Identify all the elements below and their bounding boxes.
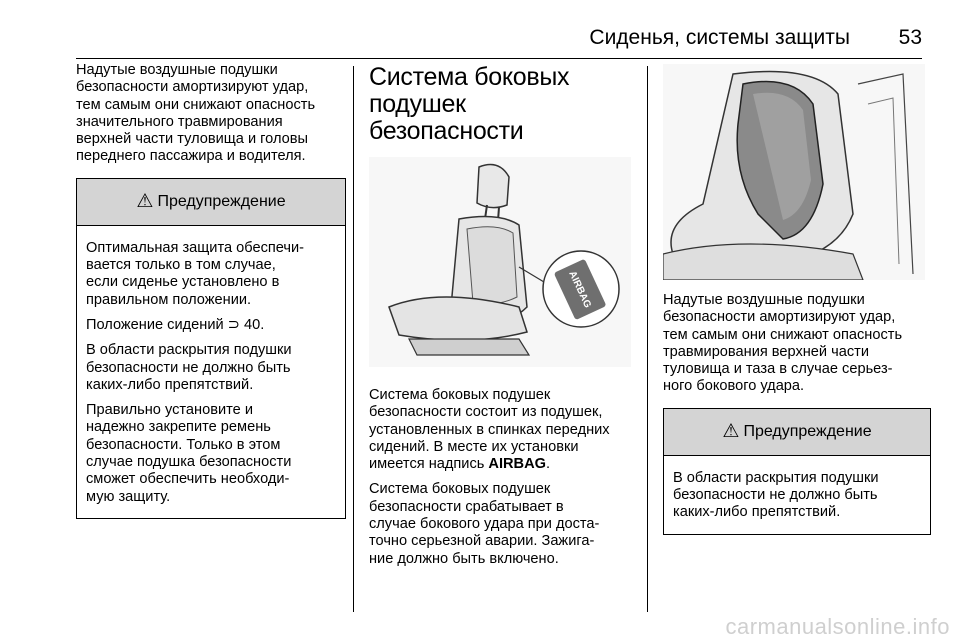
intro-paragraph: Надутые воздушные подушки безопасности амортизируют удар, тем самым они снижают опасность значительного травмирования верхней части туловища и головы переднего пассажира и водителя. (76, 62, 316, 165)
middle-column (369, 62, 637, 576)
airbag-label: AIRBAG (566, 269, 593, 310)
page-reference[interactable]: 40. (243, 316, 265, 333)
backrest-illustration-svg (663, 64, 925, 280)
warning-paragraph-2 (86, 317, 336, 334)
warning-title: Предупреждение (157, 192, 286, 210)
page-number: 53 (898, 26, 922, 49)
warning-triangle-icon: ⚠ (136, 191, 154, 213)
page-reference-arrow-icon: ⊃ (227, 316, 240, 333)
column-divider-1 (353, 66, 354, 612)
seat-position-text: Положение сидений (86, 316, 224, 333)
middle-paragraph-2: Система боковых подушек безопасности срабатывает в случае бокового удара при доста- точно серьезной аварии. Зажига- ние должно быть включено. (369, 481, 600, 567)
right-paragraph-1: Надутые воздушные подушки безопасности амортизируют удар, тем самым они снижают опасность травмирования верхней части туловища и таза в случае серьез- ного бокового удара. (663, 292, 903, 395)
warning-box-right (663, 408, 931, 535)
warning-triangle-icon: ⚠ (722, 421, 740, 443)
warning-paragraph-3: В области раскрытия подушки безопасности не должно быть каких-либо препятствий. (86, 342, 292, 393)
warning-body-right (664, 456, 930, 534)
warning-body (77, 226, 345, 518)
column-divider-2 (647, 66, 648, 612)
warning-header-right (664, 409, 930, 456)
warning-header (77, 179, 345, 226)
seat-airbag-illustration (369, 157, 631, 367)
page-header (0, 0, 960, 58)
right-column (663, 62, 931, 535)
watermark: carmanualsonline.info (725, 614, 950, 639)
warning-box-left (76, 178, 346, 519)
warning-paragraph-1: Оптимальная защита обеспечи- вается только в том случае, если сиденье установлено в правильном положении. (86, 239, 305, 308)
warning-right-paragraph-1: В области раскрытия подушки безопасности не должно быть каких-либо препятствий. (673, 469, 879, 521)
page-title: Сиденья, системы защиты (589, 26, 850, 49)
middle-paragraph-1 (369, 387, 637, 473)
middle-paragraph-1-end: . (546, 456, 551, 473)
warning-title-right: Предупреждение (743, 422, 872, 440)
backrest-airbag-illustration (663, 64, 925, 280)
seat-illustration-svg (369, 157, 631, 367)
warning-paragraph-4: Правильно установите и надежно закрепите ремень безопасности. Только в этом случае подушка безопасности сможет обеспечить необходи- мую защиту. (86, 402, 292, 505)
header-rule (76, 58, 922, 59)
airbag-keyword: AIRBAG (488, 456, 546, 473)
section-heading: Система боковых подушек безопасности (369, 63, 570, 145)
middle-paragraph-1-text: Система боковых подушек безопасности состоит из подушек, установленных в спинках передних сидений. В месте их установки имеется надпись (369, 387, 610, 473)
left-column (76, 62, 346, 519)
